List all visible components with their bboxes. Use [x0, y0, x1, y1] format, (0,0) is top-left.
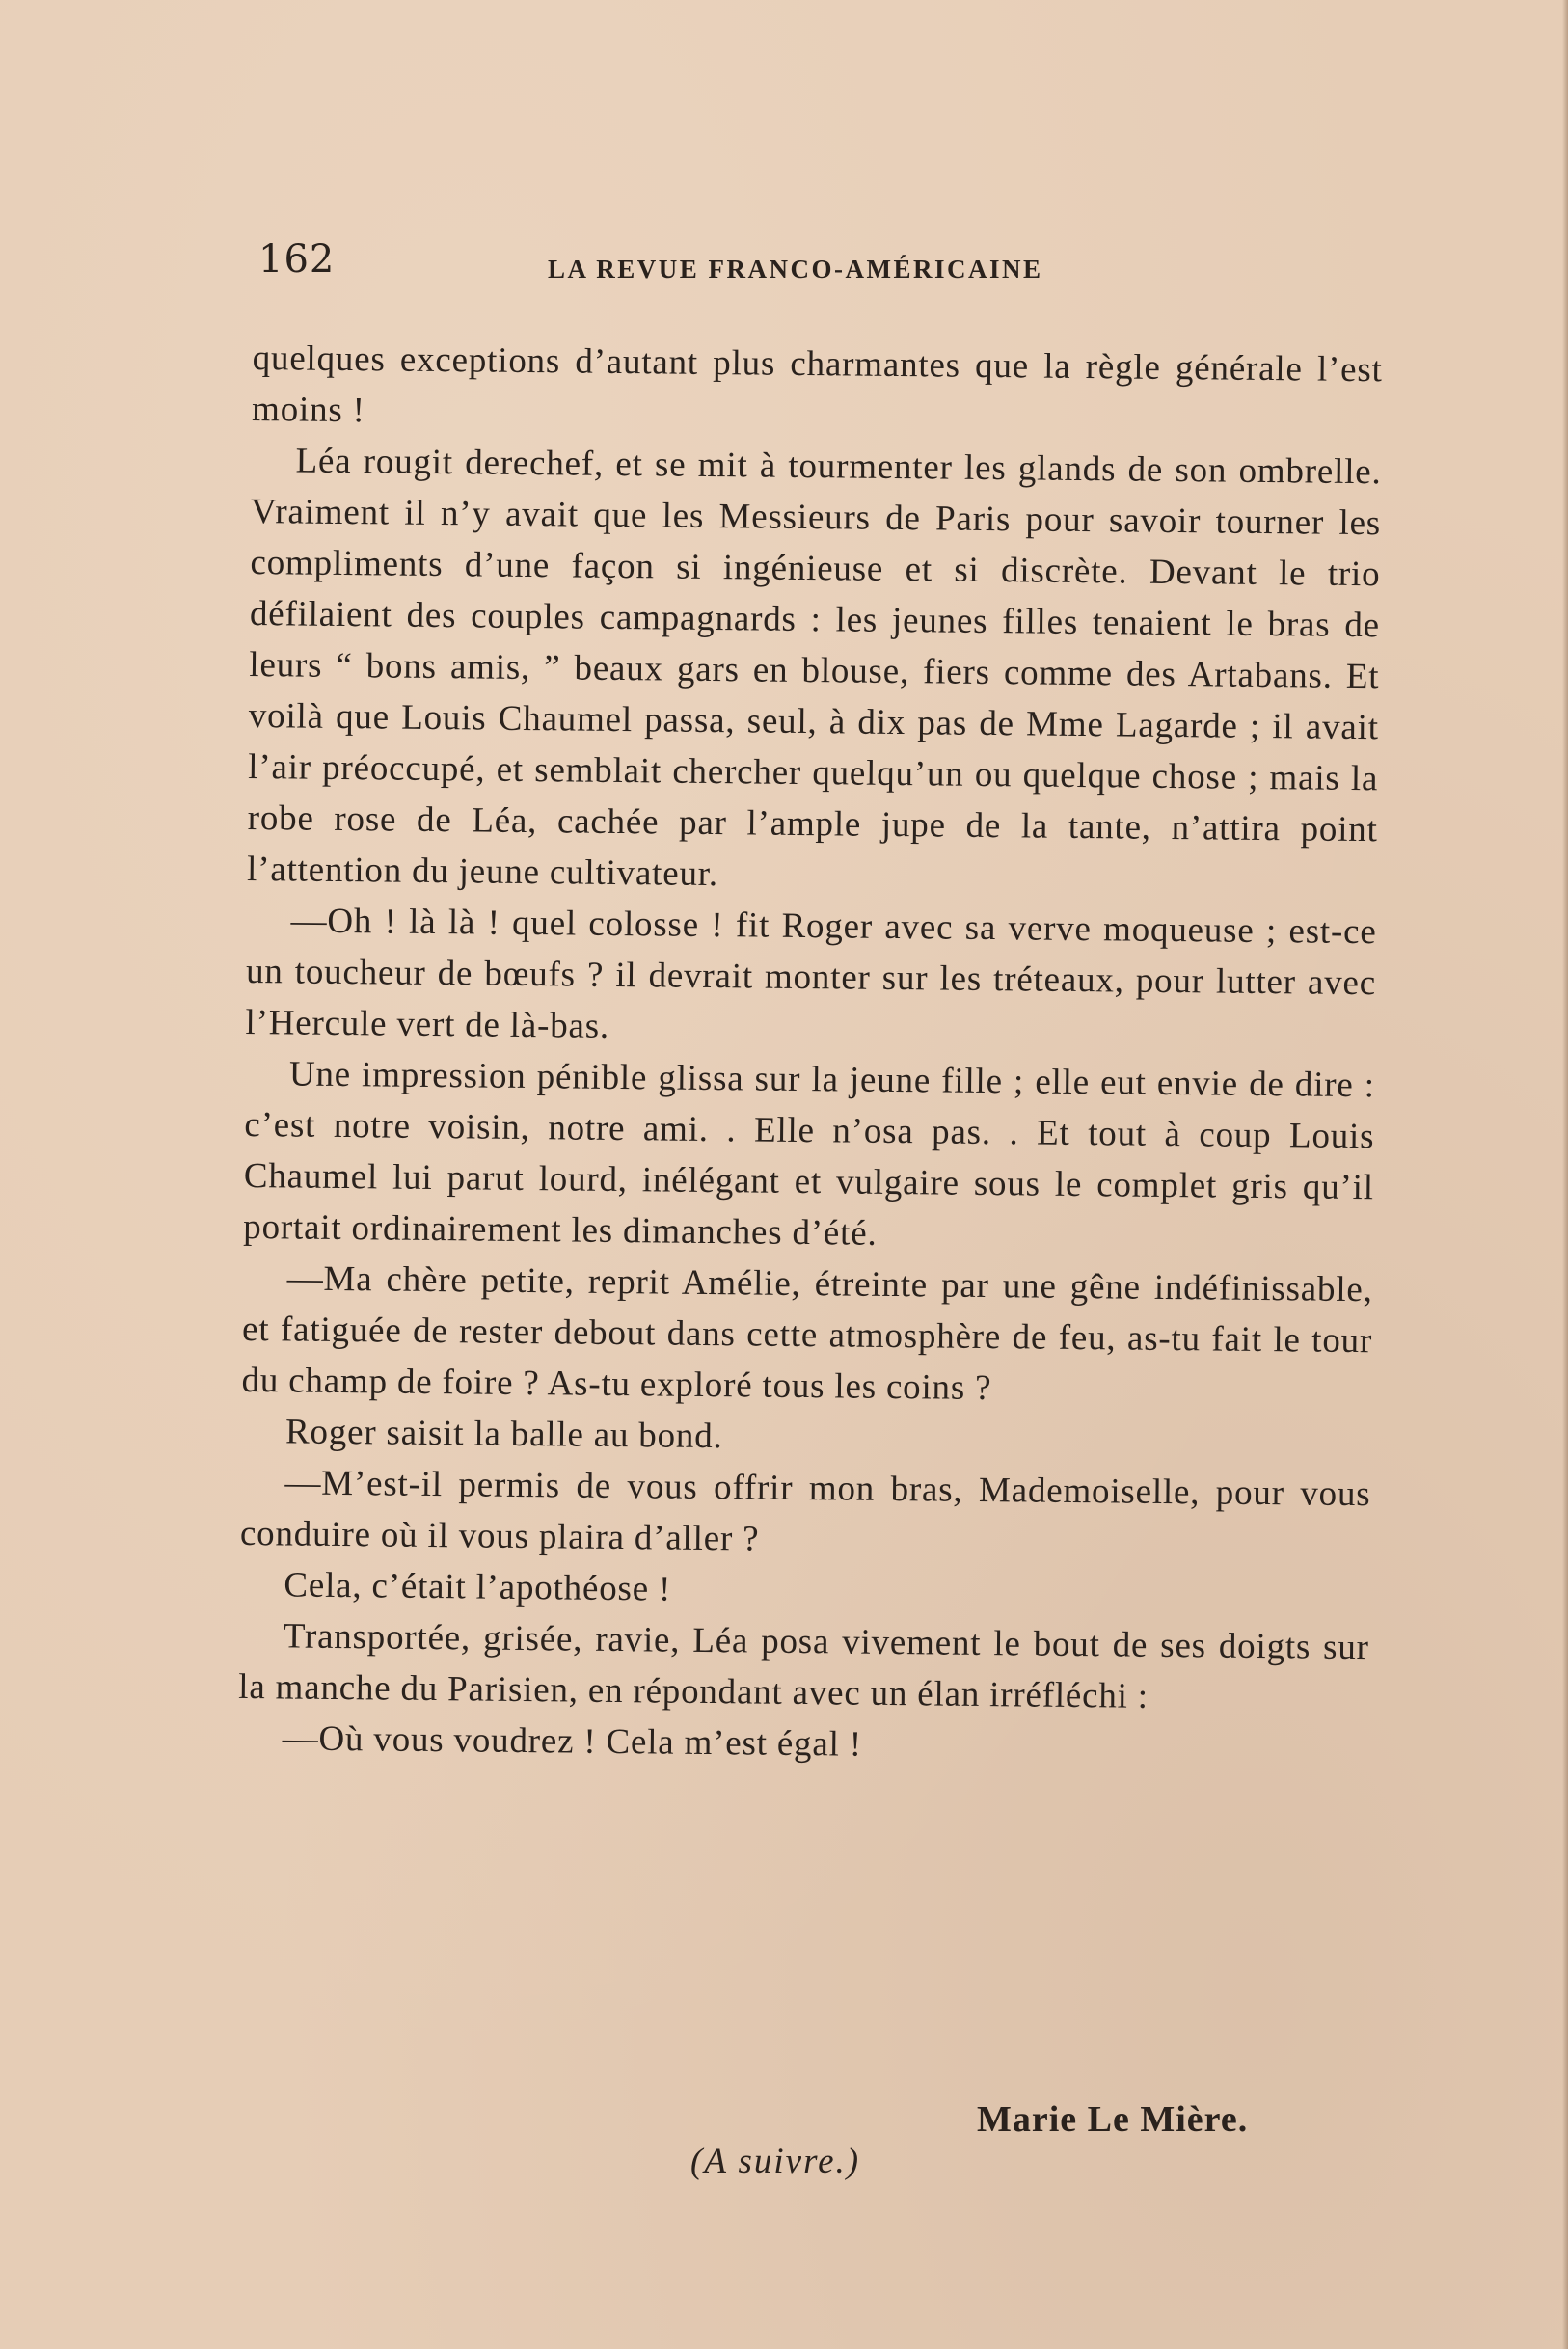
page-edge-shadow	[1562, 0, 1568, 2349]
paragraph: —Ma chère petite, reprit Amélie, étreinte par une gêne indéfinissable, et fatiguée de rester debout dans cette atmosphère de feu, as-tu fait le tour du champ de foire ? As-tu exploré tous les coins ?	[241, 1258, 1373, 1409]
paragraph: Léa rougit derechef, et se mit à tourmenter les glands de son ombrelle. Vraiment il n’y avait que les Messieurs de Paris pour savoir tourner les compliments d’une façon si ingénieuse et si discrète. Devant le trio défilaient des couples campagnards : les jeunes filles tenaient le bras de leurs “ bons amis, ” beaux gars en blouse, fiers comme des Artabans. Et voilà que Louis Chaumel passa, seul, à dix pas de Mme Lagarde ; il avait l’air préoccupé, et semblait chercher quelqu’un ou quelque chose ; mais la robe rose de Léa, cachée par l’ample jupe de la tante, n’attira point l’attention du jeune cultivateur.	[246, 441, 1382, 895]
paragraph: Une impression pénible glissa sur la jeune fille ; elle eut envie de dire : c’est notre voisin, notre ami. . Elle n’osa pas. . Et tout à coup Louis Chaumel lui parut lourd, inélégant et vulgaire sous le complet gris qu’il portait ordinairement les dimanches d’été.	[243, 1054, 1376, 1254]
page-header	[258, 237, 1223, 295]
author-signature: Marie Le Mière.	[977, 2099, 1249, 2140]
paragraph: Cela, c’était l’apothéose !	[284, 1565, 672, 1609]
page-number: 162	[258, 237, 336, 282]
paragraph: quelques exceptions d’autant plus charmantes que la règle générale l’est moins !	[251, 338, 1383, 431]
paragraph: —Oh ! là là ! quel colosse ! fit Roger avec sa verve moqueuse ; est-ce un toucheur de bœufs ? il devrait monter sur les tréteaux, pour lutter avec l’Hercule vert de là-bas.	[245, 901, 1377, 1046]
to-be-continued: (A suivre.)	[690, 2142, 861, 2181]
paragraph: Roger saisit la balle au bond.	[284, 1412, 723, 1457]
paragraph: Transportée, grisée, ravie, Léa posa vivement le bout de ses doigts sur la manche du Parisien, en répondant avec un élan irréfléchi :	[238, 1616, 1369, 1716]
paragraph: —Où vous voudrez ! Cela m’est égal !	[282, 1718, 863, 1765]
running-title: LA REVUE FRANCO-AMÉRICAINE	[548, 255, 1043, 284]
body-text	[237, 333, 1382, 1775]
paragraph: —M’est-il permis de vous offrir mon bras, Mademoiselle, pour vous conduire où il vous plaira d’aller ?	[239, 1463, 1371, 1559]
